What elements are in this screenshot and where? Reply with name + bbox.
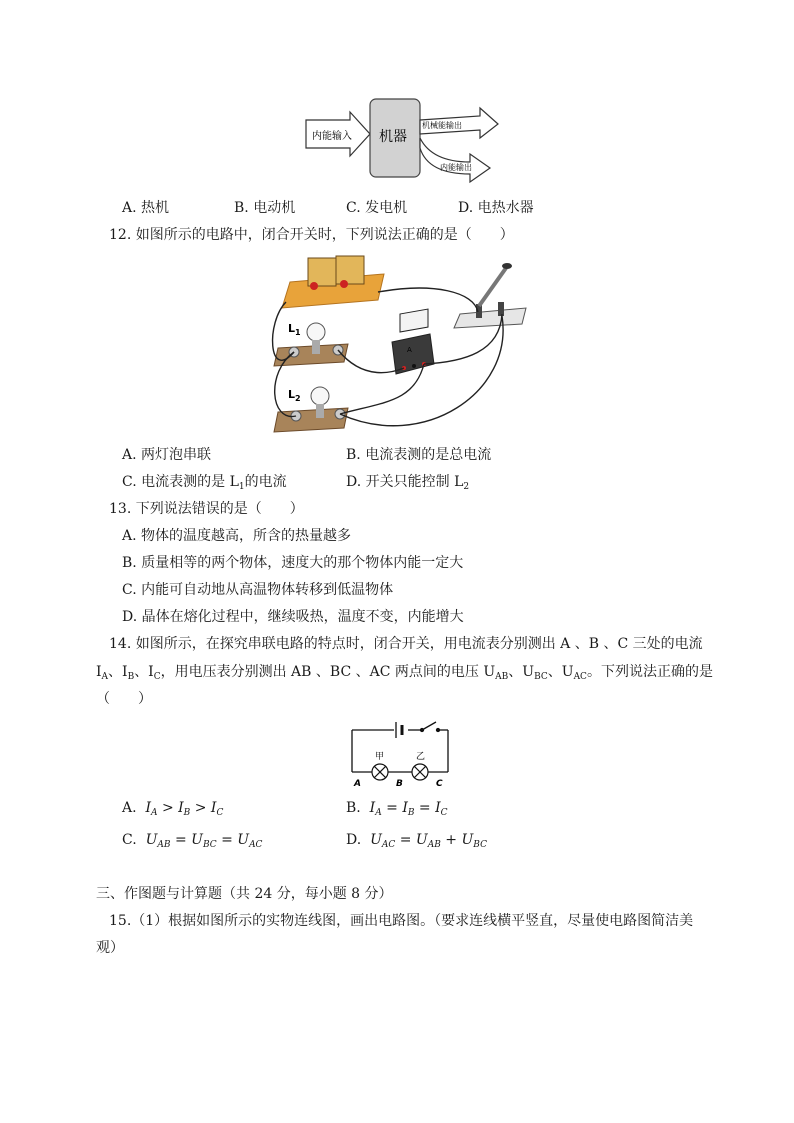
q12-option-text: 电流表测的是总电流: [365, 447, 492, 463]
q12-option-letter: C.: [122, 474, 137, 490]
q14-sub: BC: [534, 672, 548, 682]
q14-sub: A: [101, 672, 109, 682]
battery-symbol: [396, 722, 402, 738]
q14-sub: C: [153, 672, 161, 682]
lamp-l2-label: $L_2$: [288, 388, 301, 403]
q14-text: ，用电压表分别测出 AB 、BC 、AC 两点间的电压 U: [160, 664, 496, 680]
q12-option-sub: 1: [238, 482, 245, 492]
q14-sub: AC: [573, 672, 587, 682]
q14-text: I: [96, 664, 102, 680]
mechanical-output-label: 机械能输出: [422, 121, 462, 130]
q14-text: 、I: [134, 664, 154, 680]
heat-output-arrow: [420, 138, 490, 182]
q12-option-b: [346, 445, 491, 465]
q11-option-text: 热机: [141, 200, 170, 216]
q12-circuit-figure: [264, 252, 536, 436]
q13-option-text: 质量相等的两个物体，速度大的那个物体内能一定大: [141, 555, 464, 571]
q14-stem-line2: [96, 662, 713, 682]
q13-option-letter: D.: [122, 609, 138, 625]
q12-option-text: 两灯泡串联: [141, 447, 212, 463]
lamp-l1-label: $L_1$: [288, 322, 301, 337]
input-label: 内能输入: [312, 131, 352, 142]
point-c-label: C: [436, 779, 443, 788]
q13-option-text: 内能可自动地从高温物体转移到低温物体: [141, 582, 394, 598]
q14-option-a: A. $I_A > I_B > I_C$: [122, 800, 224, 818]
q13-option-c: [122, 580, 393, 600]
q14-option-b: B. $I_A = I_B = I_C$: [346, 800, 448, 818]
q14-option-letter: A.: [122, 800, 137, 816]
q13-option-text: 物体的温度越高，所含的热量越多: [141, 528, 352, 544]
q14-option-letter: B.: [346, 800, 361, 816]
circuit-wires: [352, 730, 448, 772]
q14-sub: AB: [495, 672, 509, 682]
q11-option-text: 发电机: [365, 200, 408, 216]
q14-option-letter: C.: [122, 832, 137, 848]
q14-text: 、U: [508, 664, 535, 680]
q14-text: 、I: [108, 664, 128, 680]
section3-title: 三、作图题与计算题（共 24 分，每小题 8 分）: [96, 886, 393, 902]
lamp-l2: [274, 387, 348, 432]
q14-sub: B: [127, 672, 135, 682]
q11-option-letter: D.: [458, 200, 474, 216]
q12-option-letter: A.: [122, 447, 137, 463]
q11-option-c: [346, 198, 407, 218]
point-b-label: B: [396, 779, 403, 788]
lamp-yi: [412, 764, 428, 780]
q11-option-d: [458, 198, 534, 218]
q15-line2: 观）: [96, 940, 124, 956]
knife-switch: [454, 263, 526, 328]
switch-symbol: [421, 722, 440, 732]
q13-stem: 13. 下列说法错误的是（ ）: [109, 501, 304, 517]
q11-option-text: 电热水器: [477, 200, 534, 216]
q14-text: 。下列说法正确的是: [586, 664, 713, 680]
q11-option-b: [234, 198, 295, 218]
q11-option-letter: B.: [234, 200, 249, 216]
q13-option-d: [122, 607, 464, 627]
q12-option-letter: D.: [346, 474, 362, 490]
lamp-jia-label: 甲: [375, 752, 385, 762]
q11-option-text: 电动机: [253, 200, 296, 216]
q13-option-letter: C.: [122, 582, 137, 598]
q13-option-letter: B.: [122, 555, 137, 571]
q11-option-a: [122, 198, 169, 218]
q12-option-a: [122, 445, 211, 465]
lamp-jia: [372, 764, 388, 780]
q14-series-circuit: [344, 716, 456, 788]
q12-option-c: [122, 472, 287, 492]
q14-text: 、U: [547, 664, 574, 680]
q13-option-b: [122, 553, 463, 573]
q12-option-text: 电流表测的是 L: [141, 474, 239, 490]
q13-option-letter: A.: [122, 528, 137, 544]
q12-option-sub: 2: [463, 482, 470, 492]
q12-option-text: 开关只能控制 L: [365, 474, 464, 490]
q14-option-letter: D.: [346, 832, 362, 848]
heat-output-label: 内能输出: [440, 163, 472, 172]
q11-option-letter: C.: [346, 200, 361, 216]
q12-option-letter: B.: [346, 447, 361, 463]
q12-stem: 12. 如图所示的电路中，闭合开关时，下列说法正确的是（ ）: [109, 227, 514, 243]
machine-label: 机器: [379, 129, 407, 145]
q14-stem-line1: 14. 如图所示，在探究串联电路的特点时，闭合开关，用电流表分别测出 A 、B 、C 三处的电流: [109, 636, 703, 652]
q13-option-a: [122, 526, 351, 546]
q13-option-text: 晶体在熔化过程中，继续吸热，温度不变，内能增大: [141, 609, 464, 625]
machine-energy-diagram: [300, 96, 510, 188]
q14-option-c: C. $U_{AB} = U_{BC} = U_{AC}$: [122, 832, 263, 850]
point-a-label: A: [354, 779, 361, 788]
lamp-yi-label: 乙: [416, 752, 426, 762]
q14-stem-line3: （ ）: [96, 691, 152, 707]
q11-option-letter: A.: [122, 200, 137, 216]
ammeter-label: A: [407, 346, 412, 354]
q12-option-d: [346, 472, 469, 492]
q12-option-tail: 的电流: [244, 474, 287, 490]
q15-line1: 15.（1）根据如图所示的实物连线图，画出电路图。（要求连线横平竖直，尽量使电路图简洁美: [109, 913, 694, 929]
q14-option-d: D. $U_{AC} = U_{AB} + U_{BC}$: [346, 832, 487, 850]
